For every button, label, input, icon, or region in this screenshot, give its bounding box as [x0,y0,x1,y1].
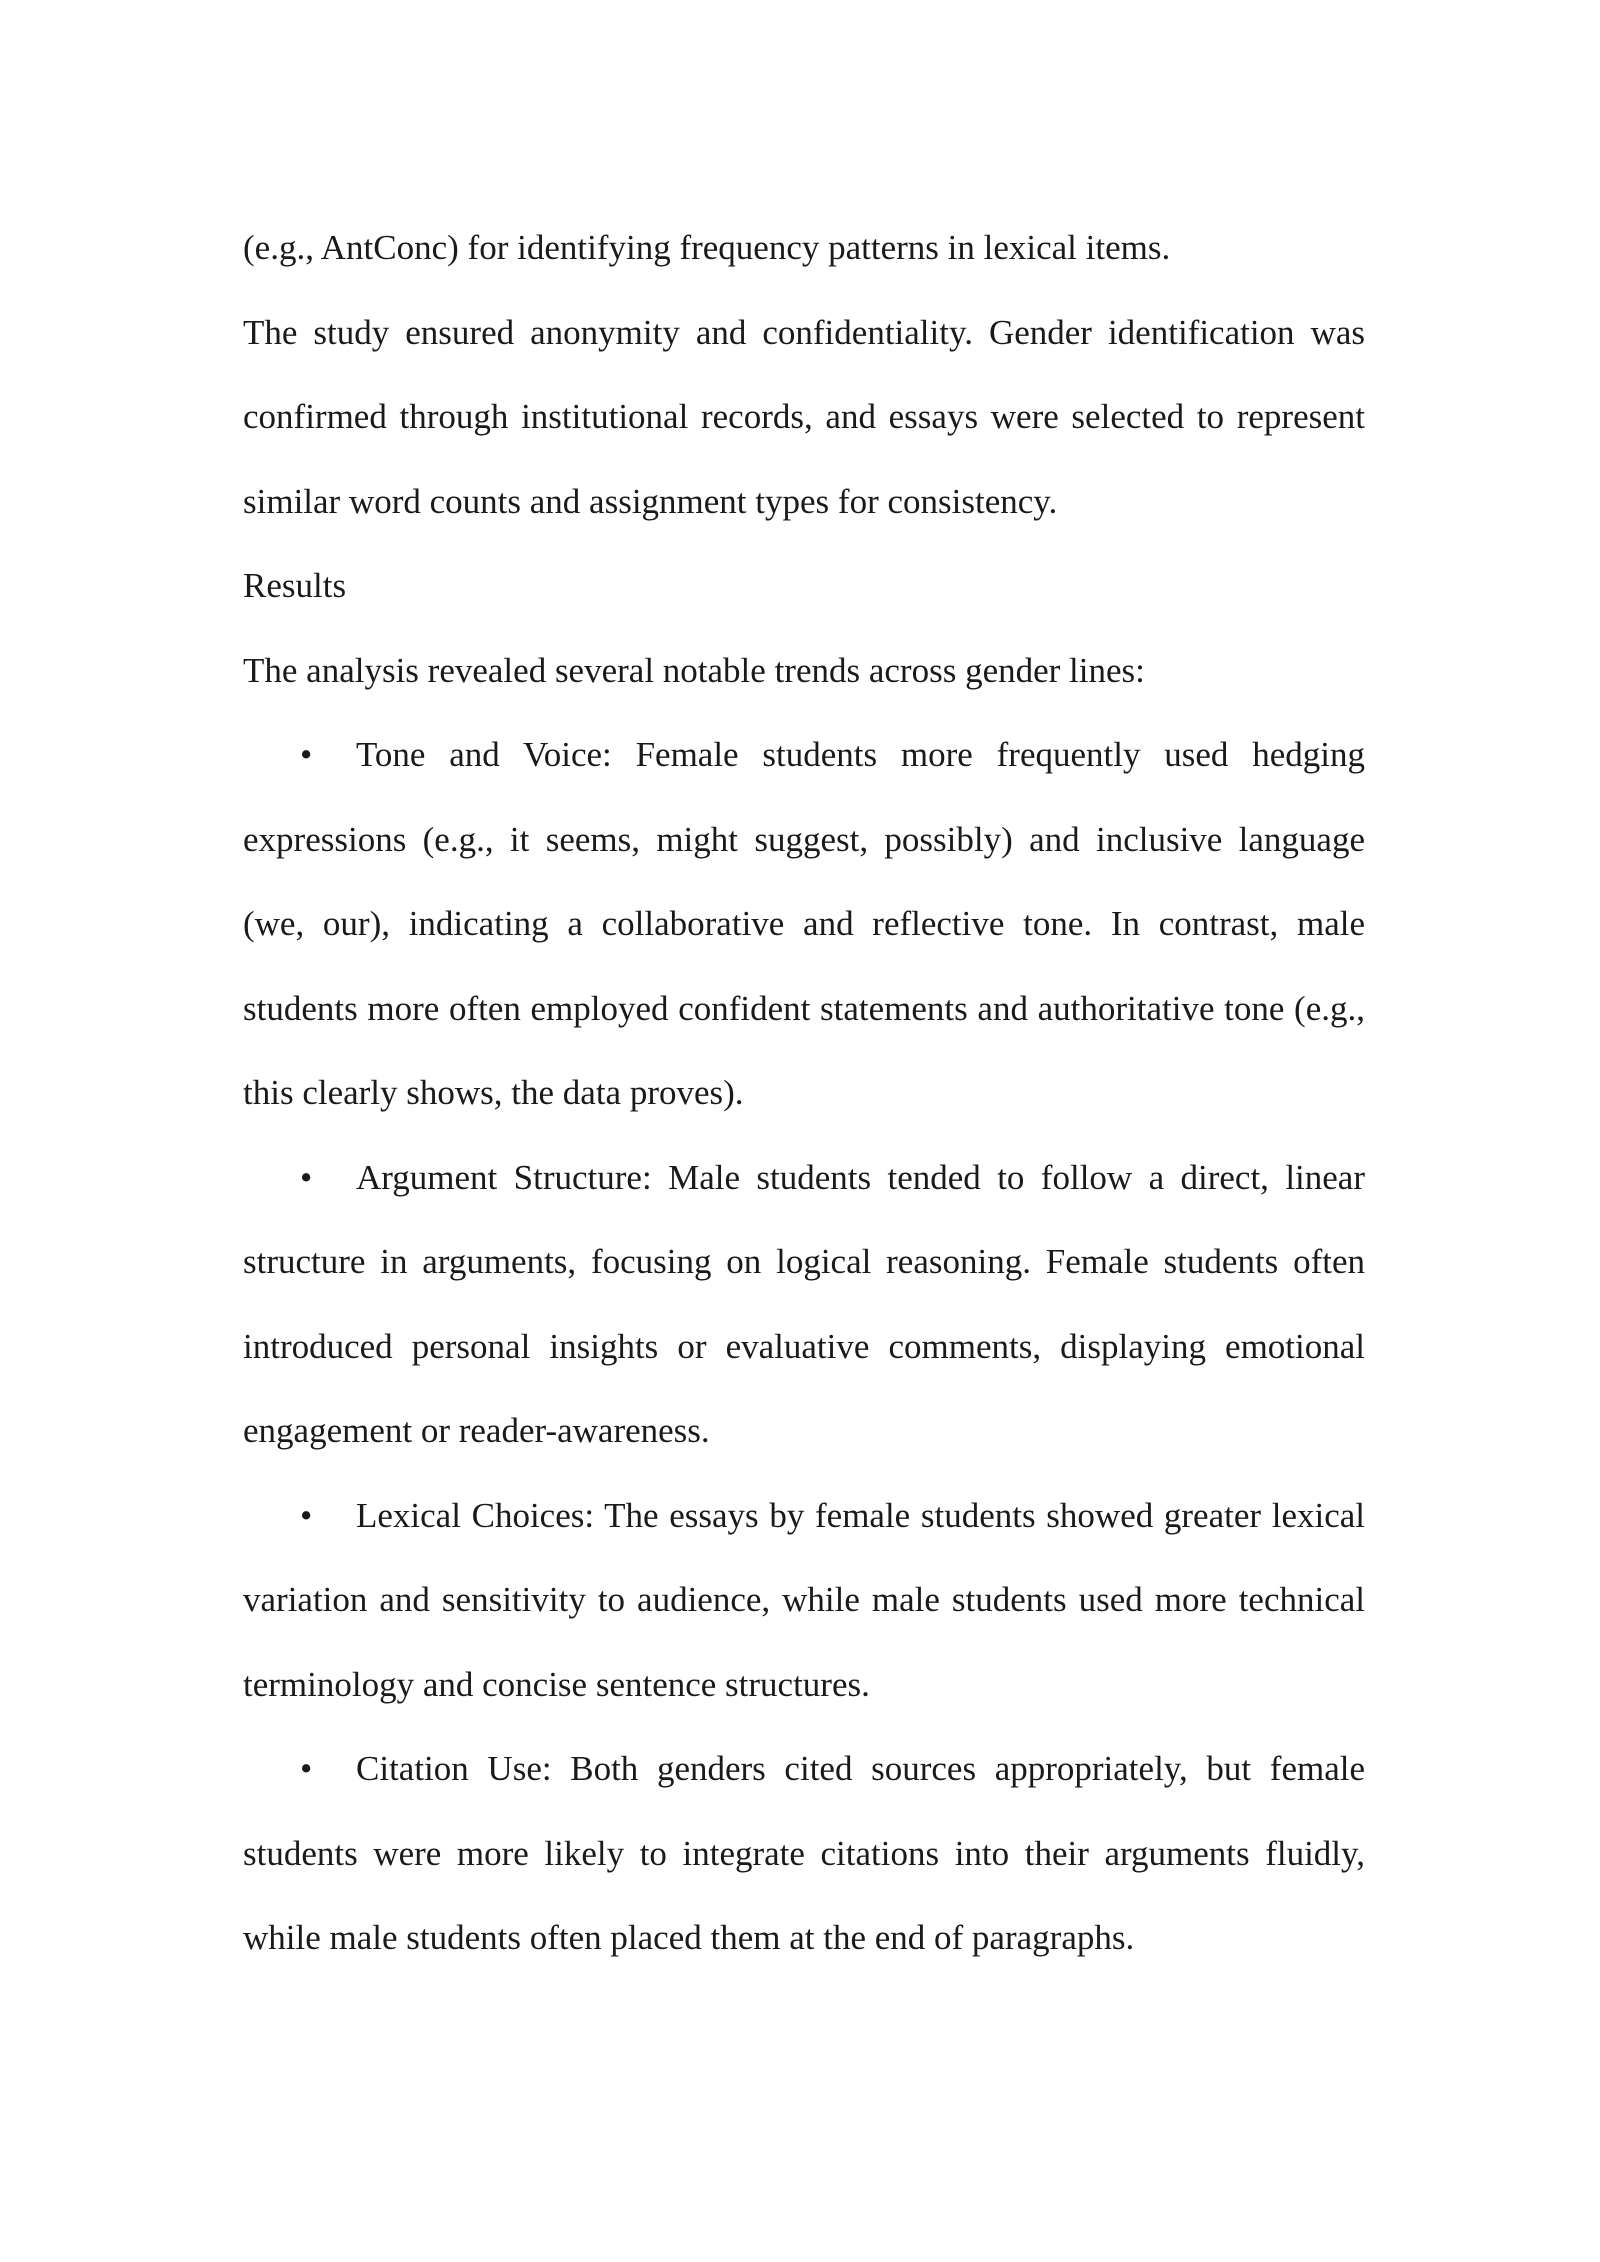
bullet-item-argument-structure [243,1136,1365,1474]
continuation-paragraph: (e.g., AntConc) for identifying frequency patterns in lexical items. [243,228,1171,267]
ethics-paragraph: The study ensured anonymity and confidentiality. Gender identification was confirmed through institutional records, and essays were selected to represent similar word counts and assignment types for consistency. [243,312,1365,521]
bullet-icon: • [300,1749,313,1788]
bullet-text: Citation Use: Both genders cited sources appropriately, but female students were more likely to integrate citations into their arguments fluidly, while male students often placed them at the end of paragraphs. [243,1749,1365,1957]
bullet-text: Argument Structure: Male students tended to follow a direct, linear structure in arguments, focusing on logical reasoning. Female students often introduced personal insights or evaluative comments, displaying emotional engagement or reader-awareness. [243,1157,1365,1450]
bullet-item-tone-and-voice [243,713,1365,1136]
bullet-text: Tone and Voice: Female students more frequently used hedging expressions (e.g., it seems, might suggest, possibly) and inclusive language (we, our), indicating a collaborative and reflective tone. In contrast, male students more often employed confident statements and authoritative tone (e.g., this clearly shows, the data proves). [243,735,1365,1112]
results-heading: Results [243,566,347,605]
bullet-item-lexical-choices [243,1474,1365,1728]
document-body [243,206,1365,1981]
bullet-icon: • [300,1157,313,1197]
bullet-icon: • [300,1495,313,1535]
bullet-text: Lexical Choices: The essays by female students showed greater lexical variation and sensitivity to audience, while male students used more technical terminology and concise sentence structures. [243,1495,1365,1704]
results-intro-paragraph: The analysis revealed several notable trends across gender lines: [243,650,1145,690]
bullet-icon: • [300,735,313,774]
bullet-item-citation-use [243,1727,1365,1981]
